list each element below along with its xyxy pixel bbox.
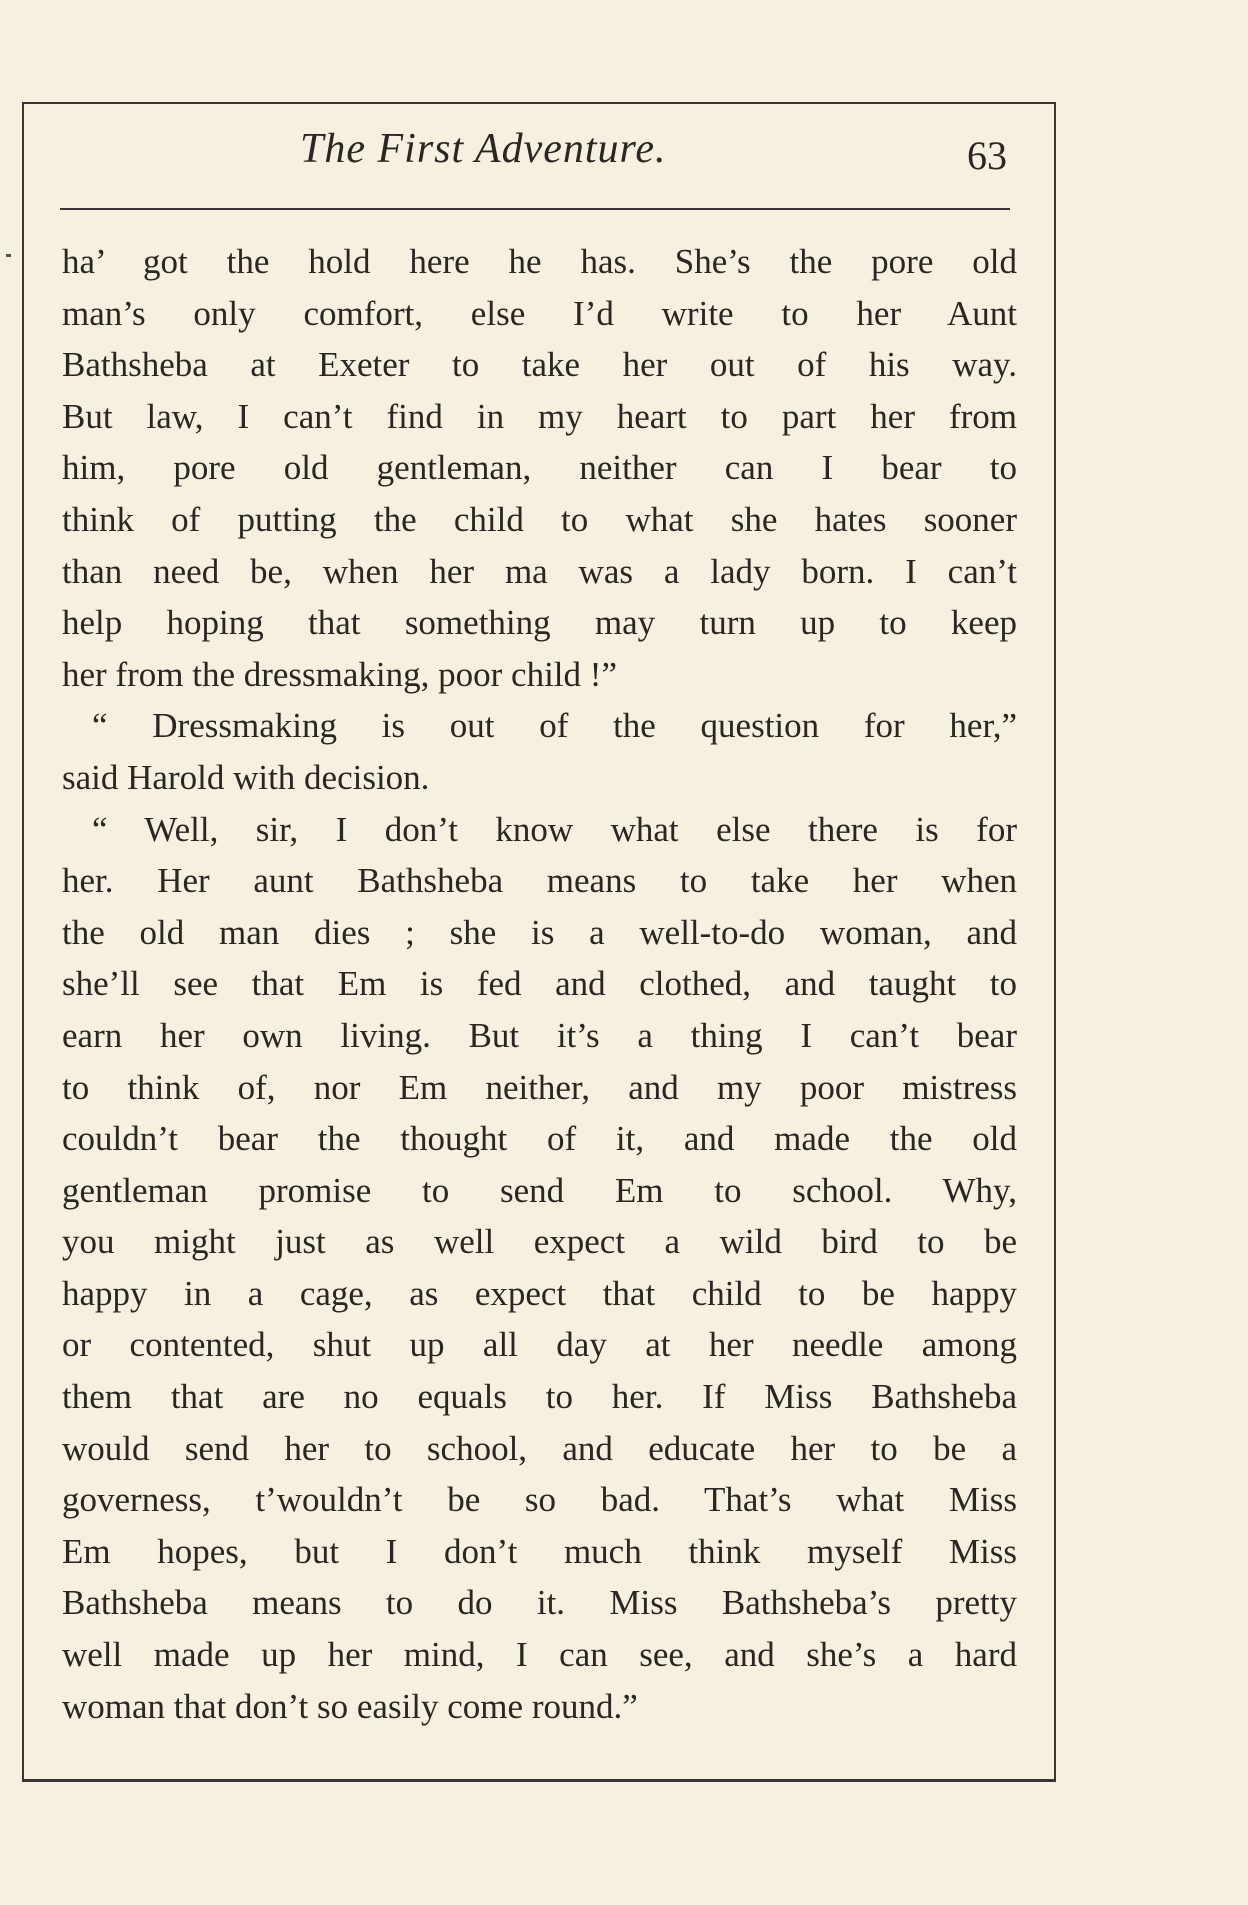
text-line: But law, I can’t find in my heart to part her from bbox=[62, 396, 1017, 436]
header-rule bbox=[60, 208, 1010, 210]
text-line: governess, t’wouldn’t be so bad. That’s what Miss bbox=[62, 1480, 1017, 1520]
margin-mark bbox=[6, 254, 11, 257]
text-line: gentleman promise to send Em to school. Why, bbox=[62, 1170, 1017, 1210]
text-line: the old man dies ; she is a well-to-do woman, and bbox=[62, 912, 1017, 952]
text-line: “ Well, sir, I don’t know what else there is for bbox=[92, 809, 1017, 849]
text-line: ha’ got the hold here he has. She’s the pore old bbox=[62, 242, 1017, 281]
text-line: man’s only comfort, else I’d write to her Aunt bbox=[62, 293, 1017, 333]
text-line: couldn’t bear the thought of it, and made the old bbox=[62, 1119, 1017, 1159]
text-line: her. Her aunt Bathsheba means to take her when bbox=[62, 861, 1017, 901]
text-line: her from the dressmaking, poor child !” bbox=[62, 654, 617, 694]
text-line: Em hopes, but I don’t much think myself Miss bbox=[62, 1531, 1017, 1571]
text-line: you might just as well expect a wild bird to be bbox=[62, 1222, 1017, 1262]
text-line: to think of, nor Em neither, and my poor mistress bbox=[62, 1067, 1017, 1107]
text-line: well made up her mind, I can see, and she’s a hard bbox=[62, 1635, 1017, 1675]
page-number: 63 bbox=[967, 133, 1007, 178]
text-line: earn her own living. But it’s a thing I can’t bear bbox=[62, 1015, 1017, 1055]
text-line: Bathsheba means to do it. Miss Bathsheba’s pretty bbox=[62, 1583, 1017, 1623]
running-title: The First Adventure. bbox=[300, 126, 667, 172]
text-line: or contented, shut up all day at her needle among bbox=[62, 1325, 1017, 1365]
text-line: help hoping that something may turn up to keep bbox=[62, 603, 1017, 643]
text-line: woman that don’t so easily come round.” bbox=[62, 1686, 638, 1726]
text-line: she’ll see that Em is fed and clothed, and taught to bbox=[62, 964, 1017, 1004]
text-line: “ Dressmaking is out of the question for her,” bbox=[92, 706, 1017, 746]
text-line: would send her to school, and educate her to be a bbox=[62, 1428, 1017, 1468]
text-line: them that are no equals to her. If Miss Bathsheba bbox=[62, 1377, 1017, 1417]
text-line: Bathsheba at Exeter to take her out of his way. bbox=[62, 345, 1017, 385]
body-text bbox=[62, 236, 1017, 1732]
text-line: than need be, when her ma was a lady born. I can’t bbox=[62, 551, 1017, 591]
text-line: said Harold with decision. bbox=[62, 757, 430, 797]
text-line: him, pore old gentleman, neither can I bear to bbox=[62, 448, 1017, 488]
text-line: happy in a cage, as expect that child to be happy bbox=[62, 1273, 1017, 1313]
text-line: think of putting the child to what she hates sooner bbox=[62, 499, 1017, 539]
